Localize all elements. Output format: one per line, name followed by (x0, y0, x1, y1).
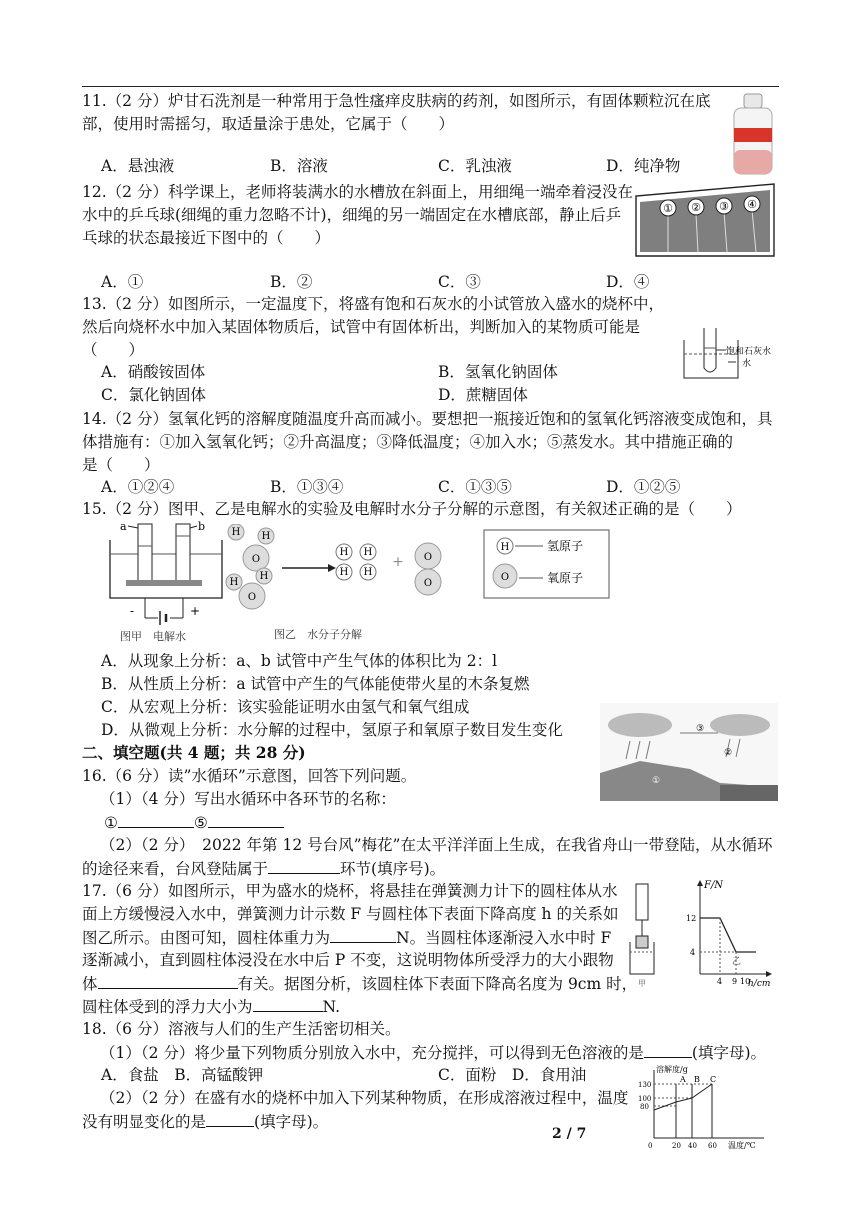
fig-label-water: 水 (742, 359, 752, 369)
q14-stem-2: 体措施有：①加入氢氧化钙；②升高温度；③降低温度；④加入水；⑤蒸发水。其中措施正确的 (82, 433, 734, 451)
q18-text: (填字母)。 (254, 1113, 329, 1131)
sol-tick-0: 0 (648, 1142, 653, 1150)
q16-text: 的途径来看，台风登陆属于 (82, 860, 269, 878)
plus-label: + (190, 604, 201, 618)
q14-stem-3: 是（ ） (82, 456, 160, 474)
q18-text: (填字母)。 (691, 1044, 767, 1062)
q13-stem-3: （ ） (82, 341, 145, 359)
graph-xtick-9: 9 (732, 977, 738, 986)
q18-blank-2[interactable] (206, 1110, 254, 1127)
svg-text:+: + (392, 554, 404, 570)
fig-yi-label: 乙 (732, 957, 742, 967)
q11-option-c[interactable]: C．乳浊液 (438, 157, 512, 175)
q15-option-a[interactable]: A．从现象上分析：a、b 试管中产生气体的体积比为 2：l (101, 652, 498, 670)
q18-option-cd[interactable]: C．面粉 D．食用油 (438, 1066, 587, 1084)
sol-tick-20: 20 (672, 1142, 681, 1150)
q16-blank-5[interactable] (208, 811, 284, 828)
graph-h-axis-label: h/cm (748, 979, 771, 988)
q16-stem-1: 16.（6 分）读”水循环”示意图，回答下列问题。 (82, 767, 417, 785)
q16-blank-2[interactable] (268, 857, 340, 874)
q17-text: 体 (82, 975, 98, 993)
sol-curve-b: B (694, 1075, 700, 1084)
beaker-testtube-figure (678, 326, 778, 382)
q18-text: 没有明显变化的是 (82, 1113, 207, 1131)
fig-label-4: ④ (747, 198, 757, 211)
fig-label-1: ① (663, 202, 673, 215)
q14-stem-1: 14.（2 分）氢氧化钙的溶解度随温度升高而减小。要想把一瓶接近饱和的氢氧化钙溶液变成饱和，具 (82, 410, 773, 428)
q12-option-b[interactable]: B．② (270, 273, 313, 291)
q18-option-ab[interactable]: A．食盐 B．高锰酸钾 (101, 1066, 264, 1084)
q17-text: 图乙所示。由图可知，圆柱体重力为 (82, 929, 331, 947)
legend-oxygen-atom: 氧原子 (547, 571, 584, 585)
legend-h-symbol: H (500, 542, 510, 553)
q17-stem-3 (82, 926, 611, 949)
electrolysis-apparatus-figure (100, 520, 235, 644)
graph-xtick-4: 4 (717, 977, 723, 986)
page-number: 2 / 7 (552, 1126, 587, 1142)
q17-text: N. (322, 998, 341, 1016)
q18-stem-1: 18.（6 分）溶液与人们的生产生活密切相关。 (82, 1020, 401, 1038)
q14-option-c[interactable]: C．①③⑤ (438, 478, 512, 496)
atom-h: H (261, 531, 271, 542)
q15-stem-1: 15.（2 分）图甲、乙是电解水的实验及电解时水分子分解的示意图，有关叙述正确的是（ ） (82, 500, 742, 518)
q17-blank-buoyancy[interactable] (253, 995, 323, 1012)
q16-text: 环节(填序号)。 (340, 860, 446, 878)
q16-circle-5: ⑤ (193, 814, 208, 832)
q15-option-b[interactable]: B．从性质上分析：a 试管中产生的气体能使带火星的木条复燃 (101, 675, 530, 693)
sol-curve-a: A (680, 1075, 686, 1084)
q16-answer-line (104, 811, 284, 834)
q16-circle-1: ① (104, 814, 118, 832)
atom-h: H (363, 567, 373, 578)
q11-stem-1: 11.（2 分）炉甘石洗剂是一种常用于急性瘙痒皮肤病的药剂，如图所示，有固体颗粒沉在底 (82, 92, 711, 110)
fig-label-limewater: 饱和石灰水 (726, 347, 772, 357)
graph-tick-4: 4 (690, 948, 696, 957)
q12-stem-2: 水中的乒乓球(细绳的重力忽略不计)，细绳的另一端固定在水槽底部，静止后乒 (82, 206, 622, 224)
q11-option-a[interactable]: A．悬浊液 (101, 157, 175, 175)
svg-text:②: ② (724, 748, 733, 758)
graph-f-axis-label: F/N (704, 880, 724, 891)
figure-yi-caption: 图乙 水分子分解 (274, 628, 362, 641)
q11-stem-2: 部，使用时需摇匀，取适量涂于患处，它属于（ ） (82, 115, 455, 133)
atom-o: O (247, 592, 257, 603)
q12-stem-3: 乓球的状态最接近下图中的（ ） (82, 229, 331, 247)
lotion-bottle-image (720, 92, 786, 178)
q14-option-a[interactable]: A．①②④ (101, 478, 175, 496)
atom-h: H (229, 577, 239, 588)
water-molecule-decomposition-figure (222, 524, 462, 644)
water-cycle-figure (600, 703, 778, 801)
q16-sub-2-cont (82, 857, 445, 880)
top-rule (82, 86, 779, 87)
q17-stem-5 (82, 972, 637, 995)
q13-option-b[interactable]: B．氢氧化钠固体 (438, 363, 558, 381)
sol-tick-130: 130 (638, 1081, 652, 1089)
fig-label-2: ② (691, 201, 701, 214)
q17-blank-factor[interactable] (98, 972, 238, 989)
q13-option-d[interactable]: D．蔗糖固体 (438, 386, 528, 404)
q15-option-d[interactable]: D．从微观上分析：水分解的过程中，氢原子和氧原子数目发生变化 (101, 721, 563, 739)
sol-tick-100: 100 (638, 1095, 652, 1103)
q18-sub-1 (100, 1041, 766, 1064)
q12-option-d[interactable]: D．④ (606, 273, 650, 291)
q14-option-b[interactable]: B．①③④ (270, 478, 344, 496)
q16-sub-1: （1）（4 分）写出水循环中各环节的名称： (100, 790, 396, 808)
reaction-arrow-icon (328, 564, 336, 572)
sol-x-label: 温度/℃ (728, 1141, 756, 1150)
atom-h: H (259, 571, 269, 582)
graph-tick-12: 12 (686, 914, 697, 923)
q15-option-c[interactable]: C．从宏观上分析：该实验能证明水由氢气和氧气组成 (101, 698, 470, 716)
q12-option-c[interactable]: C．③ (438, 273, 481, 291)
solubility-curve-figure (636, 1064, 774, 1150)
sol-tick-60: 60 (708, 1142, 717, 1150)
q17-blank-weight[interactable] (330, 926, 396, 943)
q18-sub-2-cont (82, 1110, 328, 1133)
figure-jia-caption: 图甲 电解水 (120, 630, 186, 643)
q13-option-a[interactable]: A．硝酸铵固体 (101, 363, 206, 381)
fig-jia-label: 甲 (638, 979, 646, 988)
minus-label: - (130, 604, 135, 618)
q13-stem-2: 然后向烧杯水中加入某固体物质后，试管中有固体析出，判断加入的某物质可能是 (82, 318, 641, 336)
atom-o: O (423, 552, 433, 563)
sol-tick-40: 40 (688, 1142, 697, 1150)
sol-curve-c: C (710, 1075, 717, 1084)
q12-stem-1: 12.（2 分）科学课上，老师将装满水的水槽放在斜面上，用细绳一端牵着浸没在 (82, 183, 633, 201)
q16-sub-2: （2）（2 分） 2022 年第 12 号台风”梅花”在太平洋洋面上生成，在我省舟山一带登陆，从水循环 (100, 836, 773, 854)
section-2-heading: 二、填空题(共 4 题；共 28 分) (82, 743, 306, 762)
atom-h: H (339, 547, 349, 558)
q14-option-d[interactable]: D．①②⑤ (606, 478, 681, 496)
q18-blank-1[interactable] (644, 1041, 692, 1058)
atom-h: H (339, 567, 349, 578)
legend-o-symbol: O (500, 572, 510, 583)
svg-text:③: ③ (696, 724, 705, 734)
fig-label-3: ③ (719, 200, 729, 213)
q18-text: （1）（2 分）将少量下列物质分别放入水中，充分搅拌，可以得到无色溶液的是 (100, 1044, 644, 1062)
atom-o: O (423, 578, 433, 589)
atom-o: O (251, 554, 261, 565)
q13-stem-1: 13.（2 分）如图所示，一定温度下，将盛有饱和石灰水的小试管放入盛水的烧杯中， (82, 295, 664, 313)
tube-a-label: a (120, 520, 127, 533)
svg-text:①: ① (652, 776, 661, 786)
q17-text: 圆柱体受到的浮力大小为 (82, 998, 253, 1016)
q11-option-d[interactable]: D．纯净物 (606, 157, 681, 175)
sol-y-label: 溶解度/g (656, 1065, 688, 1074)
graph-xtick-10: 10 (740, 977, 751, 986)
q17-stem-1: 17.（6 分）如图所示，甲为盛水的烧杯，将悬挂在弹簧测力计下的圆柱体从水 (82, 882, 618, 900)
q18-sub-2: （2）（2 分）在盛有水的烧杯中加入下列某种物质，在形成溶液过程中，温度 (100, 1089, 629, 1107)
q11-option-b[interactable]: B．溶液 (270, 157, 328, 175)
legend-hydrogen-atom: 氢原子 (547, 539, 584, 553)
tube-b-label: b (198, 520, 206, 533)
q17-text: 有关。据图分析，该圆柱体下表面下降高名度为 9cm 时， (237, 975, 638, 993)
q16-blank-1[interactable] (118, 811, 194, 828)
q17-stem-2: 面上方缓慢浸入水中，弹簧测力计示数 F 与圆柱体下表面下降高度 h 的关系如 (82, 905, 619, 923)
q12-option-a[interactable]: A．① (101, 273, 144, 291)
atom-h: H (231, 527, 241, 538)
tilted-tank-figure (630, 180, 780, 260)
q13-option-c[interactable]: C．氯化钠固体 (101, 386, 206, 404)
q17-stem-6 (82, 995, 340, 1018)
sol-tick-80: 80 (640, 1103, 649, 1111)
atom-h: H (363, 547, 373, 558)
spring-scale-graph-figure (628, 878, 776, 988)
q17-stem-4: 逐渐减小，直到圆柱体浸没在水中后 P 不变，这说明物体所受浮力的大小跟物 (82, 951, 614, 969)
atom-legend-box (483, 529, 610, 599)
q17-text: N。当圆柱体逐渐浸入水中时 F (396, 929, 612, 947)
